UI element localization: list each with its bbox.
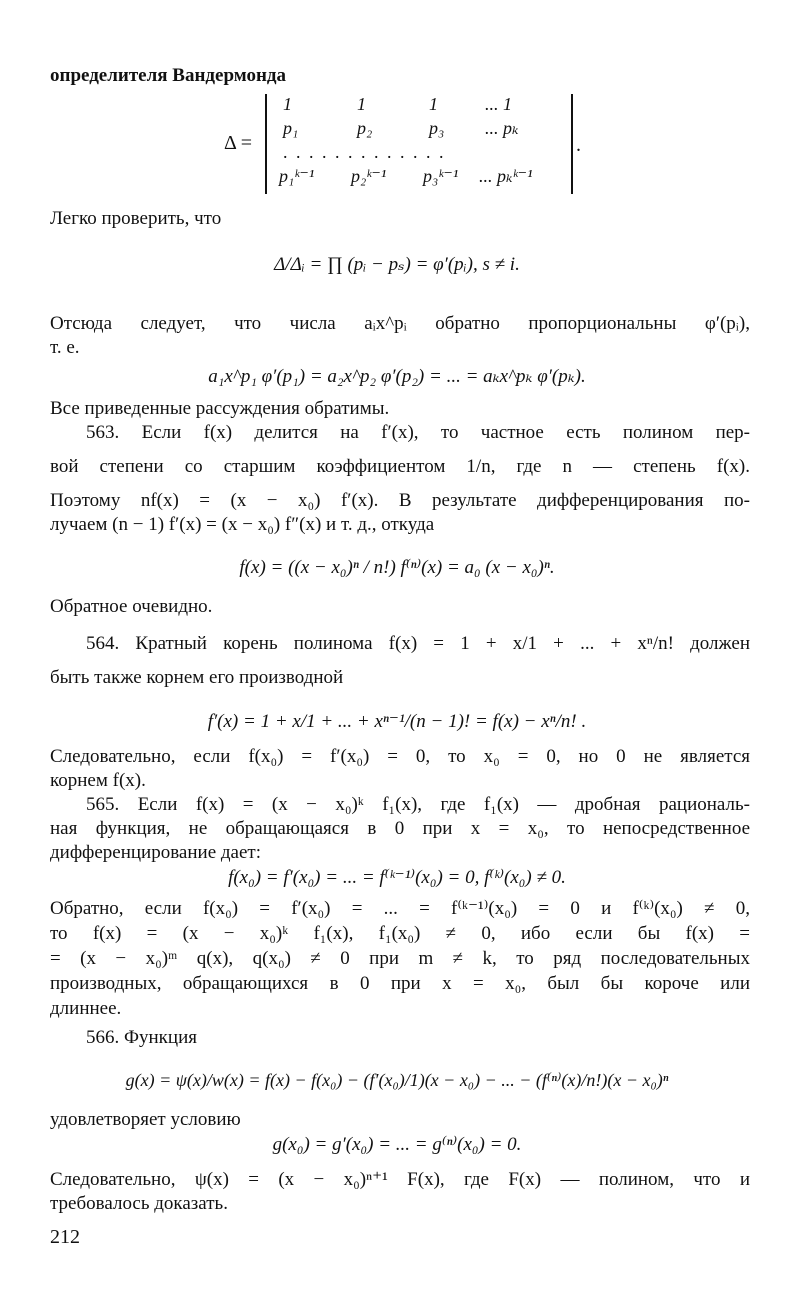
det-r1-c2: 1 <box>357 94 366 114</box>
problem-564-line: 564. Кратный корень полинома f(x) = 1 + x/1 + ... + xⁿ/n! должен <box>86 633 750 654</box>
problem-564-line: быть также корнем его производной <box>50 667 344 688</box>
determinant-label: Δ = <box>224 132 253 154</box>
det-r3-dots: . . . . . . . . . . . . . <box>283 142 446 162</box>
problem-565-line: Обратно, если f(x₀) = f′(x₀) = ... = f⁽ᵏ⁻¹⁾(x₀) = 0 и f⁽ᵏ⁾(x₀) ≠ 0, <box>50 898 750 919</box>
problem-563-line: 563. Если f(x) делится на f′(x), то частное есть полином пер- <box>86 422 750 443</box>
text-line: Отсюда следует, что числа aᵢx^pᵢ обратно пропорциональны φ′(pᵢ), <box>50 313 750 334</box>
det-r2-c2: p₂ <box>357 118 373 138</box>
det-r1-c1: 1 <box>283 94 292 114</box>
det-r4-c2: p₂ᵏ⁻¹ <box>351 166 387 186</box>
heading: определителя Вандермонда <box>50 65 286 86</box>
formula-product: Δ/Δᵢ = ∏ (pᵢ − pₛ) = φ′(pᵢ), s ≠ i. <box>274 254 520 275</box>
problem-564-line: корнем f(x). <box>50 770 146 791</box>
formula-proportion: a₁x^p₁ φ′(p₁) = a₂x^p₂ φ′(p₂) = ... = aₖx^pₖ φ′(pₖ). <box>208 366 586 387</box>
problem-566-line: удовлетворяет условию <box>50 1109 241 1130</box>
formula-566: g(x) = ψ(x)/w(x) = f(x) − f(x₀) − (f′(x₀)/1)(x − x₀) − ... − (f⁽ⁿ⁾(x)/n!)(x − x₀)ⁿ <box>125 1070 669 1090</box>
formula-563: f(x) = ((x − x₀)ⁿ / n!) f⁽ⁿ⁾(x) = a₀ (x − x₀)ⁿ. <box>239 557 555 578</box>
det-r2-c1: p₁ <box>283 118 299 138</box>
problem-565-line: 565. Если f(x) = (x − x₀)ᵏ f₁(x), где f₁(x) — дробная рациональ- <box>86 794 750 815</box>
problem-565-line: ная функция, не обращающаяся в 0 при x = x₀, то непосредственное <box>50 818 750 839</box>
text-line: Легко проверить, что <box>50 208 222 229</box>
vandermonde-determinant <box>265 94 573 194</box>
det-r1-c4: ... 1 <box>485 94 512 114</box>
formula-565: f(x₀) = f′(x₀) = ... = f⁽ᵏ⁻¹⁾(x₀) = 0, f⁽ᵏ⁾(x₀) ≠ 0. <box>228 867 566 888</box>
problem-565-line: дифференцирование дает: <box>50 842 262 863</box>
problem-565-line: то f(x) = (x − x₀)ᵏ f₁(x), f₁(x₀) ≠ 0, ибо если бы f(x) = <box>50 923 750 944</box>
problem-563-line: Поэтому nf(x) = (x − x₀) f′(x). В результате дифференцирования по- <box>50 490 750 511</box>
problem-566-line: Следовательно, ψ(x) = (x − x₀)ⁿ⁺¹ F(x), где F(x) — полином, что и <box>50 1169 750 1190</box>
formula-564: f′(x) = 1 + x/1 + ... + xⁿ⁻¹/(n − 1)! = f(x) − xⁿ/n! . <box>207 711 587 732</box>
problem-565-line: производных, обращающихся в 0 при x = x₀, был бы короче или <box>50 973 750 994</box>
determinant-end: . <box>576 134 581 156</box>
problem-563-line: вой степени со старшим коэффициентом 1/n, где n — степень f(x). <box>50 456 750 477</box>
problem-565-line: = (x − x₀)ᵐ q(x), q(x₀) ≠ 0 при m ≠ k, то ряд последовательных <box>50 948 750 969</box>
problem-566-line: требовалось доказать. <box>50 1193 228 1214</box>
text-line: Обратное очевидно. <box>50 596 213 617</box>
text-line: т. е. <box>50 337 80 358</box>
det-r4-c4: ... pₖᵏ⁻¹ <box>479 166 533 186</box>
det-r2-c3: p₃ <box>429 118 445 138</box>
problem-566-line: 566. Функция <box>86 1027 197 1048</box>
problem-564-line: Следовательно, если f(x₀) = f′(x₀) = 0, то x₀ = 0, но 0 не является <box>50 746 750 767</box>
det-r1-c3: 1 <box>429 94 438 114</box>
problem-565-line: длиннее. <box>50 998 122 1019</box>
problem-563-line: лучаем (n − 1) f′(x) = (x − x₀) f″(x) и т. д., откуда <box>50 514 435 535</box>
text-line: Все приведенные рассуждения обратимы. <box>50 398 390 419</box>
formula-566-condition: g(x₀) = g′(x₀) = ... = g⁽ⁿ⁾(x₀) = 0. <box>272 1134 522 1155</box>
det-r2-c4: ... pₖ <box>485 118 519 138</box>
det-r4-c3: p₃ᵏ⁻¹ <box>423 166 459 186</box>
page-number: 212 <box>50 1226 80 1248</box>
det-r4-c1: p₁ᵏ⁻¹ <box>279 166 315 186</box>
